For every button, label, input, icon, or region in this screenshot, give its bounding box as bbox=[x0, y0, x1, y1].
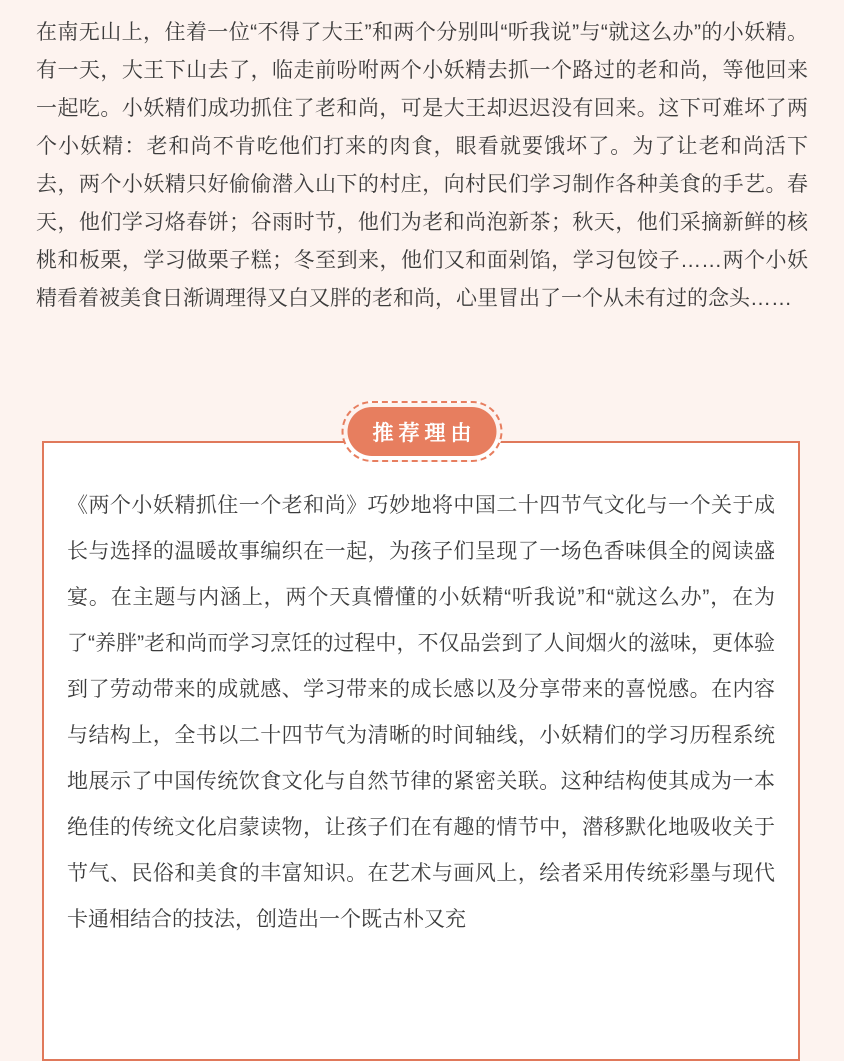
recommendation-badge: 推荐理由 bbox=[348, 407, 497, 456]
story-intro-paragraph: 在南无山上，住着一位“不得了大王”和两个分别叫“听我说”与“就这么办”的小妖精。有一天，大王下山去了，临走前吩咐两个小妖精去抓一个路过的老和尚，等他回来一起吃。小妖精们成功抓住了老和尚，可是大王却迟迟没有回来。这下可难坏了两个小妖精：老和尚不肯吃他们打来的肉食，眼看就要饿坏了。为了让老和尚活下去，两个小妖精只好偷偷潜入山下的村庄，向村民们学习制作各种美食的手艺。春天，他们学习烙春饼；谷雨时节，他们为老和尚泡新茶；秋天，他们采摘新鲜的核桃和板栗，学习做栗子糕；冬至到来，他们又和面剁馅，学习包饺子……两个小妖精看着被美食日渐调理得又白又胖的老和尚，心里冒出了一个从未有过的念头…… bbox=[36, 21, 808, 310]
recommendation-panel bbox=[42, 441, 800, 1061]
recommendation-badge-outline bbox=[342, 401, 503, 462]
recommendation-text: 《两个小妖精抓住一个老和尚》巧妙地将中国二十四节气文化与一个关于成长与选择的温暖故事编织在一起，为孩子们呈现了一场色香味俱全的阅读盛宴。在主题与内涵上，两个天真懵懂的小妖精“听我说”和“就这么办”，在为了“养胖”老和尚而学习烹饪的过程中，不仅品尝到了人间烟火的滋味，更体验到了劳动带来的成就感、学习带来的成长感以及分享带来的喜悦感。在内容与结构上，全书以二十四节气为清晰的时间轴线，小妖精们的学习历程系统地展示了中国传统饮食文化与自然节律的紧密关联。这种结构使其成为一本绝佳的传统文化启蒙读物，让孩子们在有趣的情节中，潜移默化地吸收关于节气、民俗和美食的丰富知识。在艺术与画风上，绘者采用传统彩墨与现代卡通相结合的技法，创造出一个既古朴又充 bbox=[67, 494, 775, 931]
